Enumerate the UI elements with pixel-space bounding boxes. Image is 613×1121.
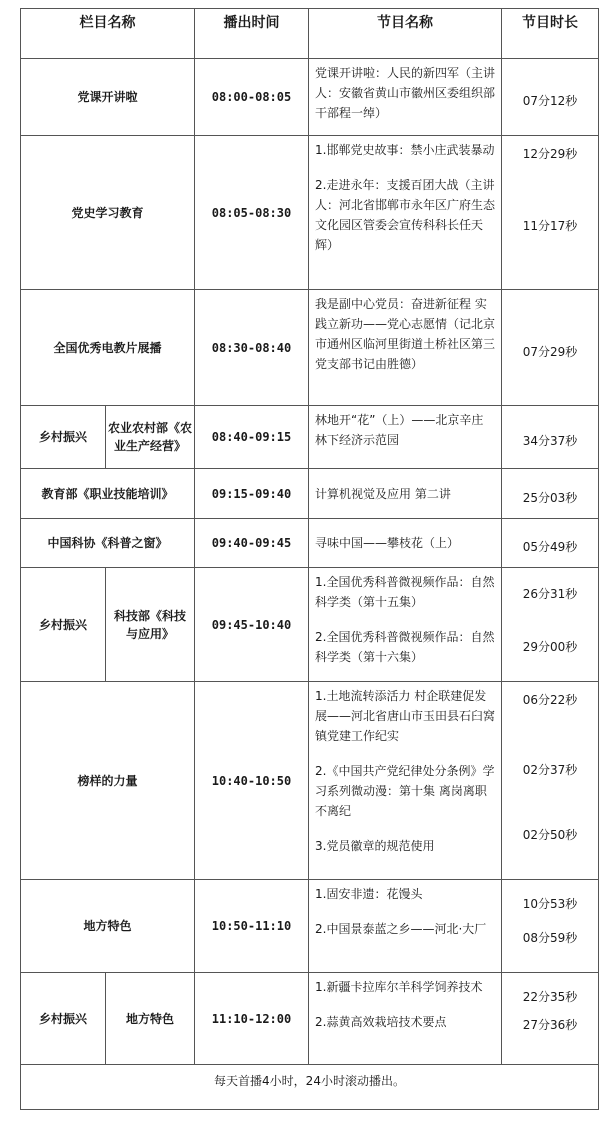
- air-time: 10:40-10:50: [195, 682, 309, 880]
- table-row: [21, 568, 599, 682]
- program-item: 1.固安非遗：花馒头: [315, 887, 423, 901]
- table-row: [21, 136, 599, 290]
- program-item: 2.《中国共产党纪律处分条例》学习系列微动漫：第十集 离岗离职不离纪: [315, 764, 495, 818]
- program-list: [309, 568, 502, 682]
- column-name: 党课开讲啦: [21, 59, 195, 136]
- column-group: 乡村振兴: [21, 973, 106, 1065]
- program-name: 计算机视觉及应用 第二讲: [309, 469, 502, 519]
- column-name: 地方特色: [21, 880, 195, 973]
- program-name: 林地开“花”（上）——北京辛庄林下经济示范园: [309, 406, 502, 469]
- duration: 02分50秒: [522, 828, 578, 842]
- duration-list: [502, 880, 599, 973]
- program-list: [309, 682, 502, 880]
- column-name: 全国优秀电教片展播: [21, 290, 195, 406]
- program-list: [309, 973, 502, 1065]
- table-row: [21, 406, 599, 469]
- duration-list: [502, 136, 599, 290]
- header-program-name: 节目名称: [309, 9, 502, 59]
- duration-list: [502, 682, 599, 880]
- air-time: 09:40-09:45: [195, 519, 309, 568]
- column-name: 地方特色: [106, 973, 195, 1065]
- duration: 05分49秒: [502, 519, 599, 568]
- air-time: 11:10-12:00: [195, 973, 309, 1065]
- program-item: 2.中国景泰蓝之乡——河北·大厂: [315, 922, 487, 936]
- column-name: 科技部《科技与应用》: [106, 568, 195, 682]
- table-row: [21, 290, 599, 406]
- program-name: 党课开讲啦：人民的新四军（主讲人：安徽省黄山市徽州区委组织部干部程一绰）: [309, 59, 502, 136]
- air-time: 08:40-09:15: [195, 406, 309, 469]
- column-name: 榜样的力量: [21, 682, 195, 880]
- program-name: 我是副中心党员：奋进新征程 实践立新功——党心志愿情（记北京市通州区临河里街道土桥社区第三党支部书记由胜德）: [309, 290, 502, 406]
- duration: 25分03秒: [502, 469, 599, 519]
- program-item: 1.土地流转添活力 村企联建促发展——河北省唐山市玉田县石臼窝镇党建工作纪实: [315, 689, 496, 743]
- program-item: 1.邯郸党史故事：禁小庄武装暴动: [315, 143, 495, 157]
- column-group: 乡村振兴: [21, 406, 106, 469]
- table-row: [21, 880, 599, 973]
- duration: 02分37秒: [522, 763, 578, 777]
- header-column-name: 栏目名称: [21, 9, 195, 59]
- header-air-time: 播出时间: [195, 9, 309, 59]
- broadcast-note: 每天首播4小时，24小时滚动播出。: [21, 1065, 599, 1110]
- duration: 06分22秒: [522, 693, 578, 707]
- table-row: [21, 469, 599, 519]
- duration: 26分31秒: [522, 587, 578, 601]
- table-row: [21, 59, 599, 136]
- schedule-table: [20, 8, 599, 1110]
- program-item: 1.新疆卡拉库尔羊科学饲养技术: [315, 980, 483, 994]
- column-name: 农业农村部《农业生产经营》: [106, 406, 195, 469]
- duration: 27分36秒: [522, 1018, 578, 1032]
- duration: 11分17秒: [522, 219, 578, 233]
- air-time: 08:00-08:05: [195, 59, 309, 136]
- duration: 08分59秒: [522, 931, 578, 945]
- air-time: 08:05-08:30: [195, 136, 309, 290]
- program-list: [309, 136, 502, 290]
- table-footer-row: [21, 1065, 599, 1110]
- program-item: 2.走进永年：支援百团大战（主讲人：河北省邯郸市永年区广府生态文化园区管委会宣传科科长任天辉）: [315, 178, 496, 252]
- duration: 10分53秒: [522, 897, 578, 911]
- air-time: 09:15-09:40: [195, 469, 309, 519]
- duration-list: [502, 568, 599, 682]
- duration: 07分12秒: [502, 59, 599, 136]
- column-name: 党史学习教育: [21, 136, 195, 290]
- program-item: 2.全国优秀科普微视频作品：自然科学类（第十六集）: [315, 630, 495, 664]
- air-time: 08:30-08:40: [195, 290, 309, 406]
- duration-list: [502, 973, 599, 1065]
- duration: 29分00秒: [522, 640, 578, 654]
- table-row: [21, 973, 599, 1065]
- program-item: 2.蒜黄高效栽培技术要点: [315, 1015, 447, 1029]
- duration: 07分29秒: [502, 290, 599, 406]
- column-group: 乡村振兴: [21, 568, 106, 682]
- duration: 12分29秒: [522, 147, 578, 161]
- column-name: 教育部《职业技能培训》: [21, 469, 195, 519]
- table-row: [21, 519, 599, 568]
- column-name: 中国科协《科普之窗》: [21, 519, 195, 568]
- program-name: 寻味中国——攀枝花（上）: [309, 519, 502, 568]
- program-item: 3.党员徽章的规范使用: [315, 839, 435, 853]
- program-list: [309, 880, 502, 973]
- table-header-row: [21, 9, 599, 59]
- duration: 22分35秒: [522, 990, 578, 1004]
- table-row: [21, 682, 599, 880]
- air-time: 10:50-11:10: [195, 880, 309, 973]
- duration: 34分37秒: [502, 406, 599, 469]
- air-time: 09:45-10:40: [195, 568, 309, 682]
- header-duration: 节目时长: [502, 9, 599, 59]
- program-item: 1.全国优秀科普微视频作品：自然科学类（第十五集）: [315, 575, 495, 609]
